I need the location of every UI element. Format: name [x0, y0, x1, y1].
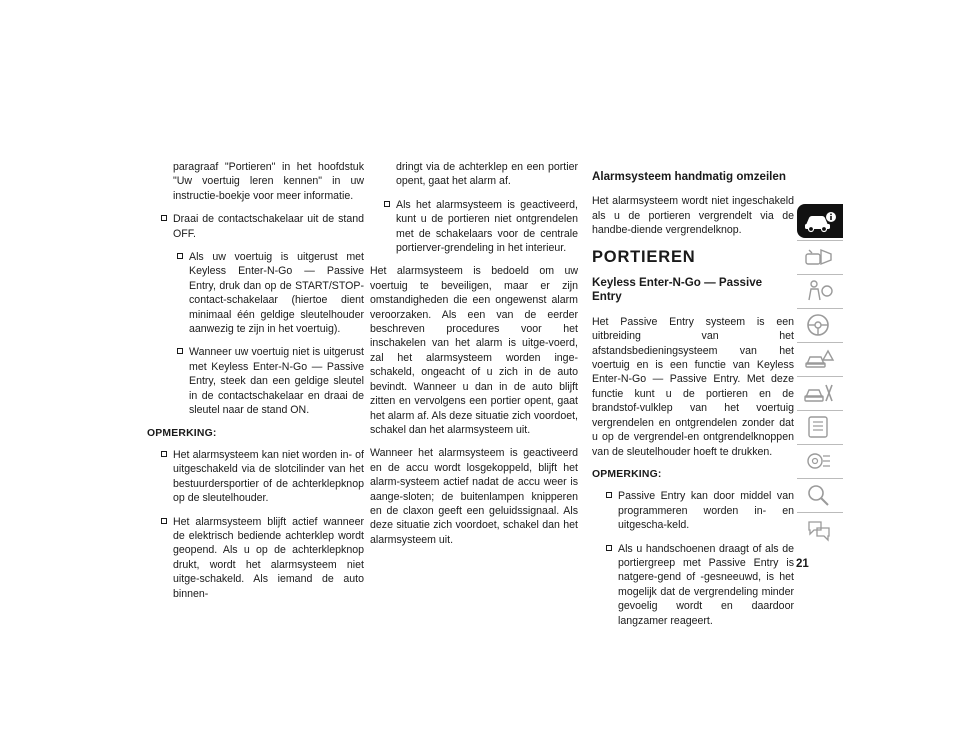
column-middle: [370, 160, 578, 556]
car-service-tools-icon: [803, 380, 835, 406]
checkbox-bullet-icon: [606, 492, 612, 498]
section-heading: Keyless Enter-N-Go — Passive Entry: [592, 276, 763, 304]
seatbelt-airbag-icon: [803, 278, 835, 304]
checkbox-bullet-icon: [606, 545, 612, 551]
paragraph: paragraaf "Portieren" in het hoofdstuk "Uw voertuig leren kennen" in uw instructie-boekje voor meer informatie.: [173, 161, 364, 202]
bullet-item: Als u handschoenen draagt of als de portiergreep met Passive Entry is natgere-gend of -gesneeuwd, is het mogelijk dat de vergrendeling minder gevoelig wordt en daardoor langzamer reageert.: [592, 542, 794, 628]
paragraph: dringt via de achterklep en een portier opent, gaat het alarm af.: [396, 161, 578, 188]
tab-warning-car[interactable]: [797, 342, 843, 374]
specifications-icon: [803, 448, 835, 474]
bullet-item: Als het alarmsysteem is geactiveerd, kunt u de portieren niet ontgrendelen met de schakelaars voor de centrale portierver-grendeling in het interieur.: [370, 198, 578, 256]
note-label: OPMERKING:: [592, 468, 662, 480]
checkbox-bullet-icon: [177, 253, 183, 259]
tab-languages[interactable]: [797, 512, 843, 544]
checkbox-bullet-icon: [177, 348, 183, 354]
sub-bullet-item: Als uw voertuig is uitgerust met Keyless Enter-N-Go — Passive Entry, druk dan op de START/STOP-contact-schakelaar (hiertoe dient minimaal één geldige sleutelhouder aanwezig te zijn in het voertuig).: [147, 250, 364, 336]
tab-specifications[interactable]: [797, 444, 843, 476]
note-label: OPMERKING:: [147, 427, 217, 439]
checkbox-bullet-icon: [161, 215, 167, 221]
tab-maintenance-list[interactable]: [797, 410, 843, 442]
paragraph: Het Passive Entry systeem is een uitbreiding van het afstandsbedieningsysteem van het voertuig en is een functie van Keyless Enter-N-Go — Passive Entry. Met deze functie kunt u de portieren en de brandstof-vulklep van het voertuig vergrendelen en ontgrendelen zonder dat u op de vergrendel-en ontgrendelknoppen van de sleutelhouder hoeft te drukken.: [592, 315, 794, 458]
bullet-item: Passive Entry kan door middel van programmeren worden in- en uitgescha-keld.: [592, 489, 794, 532]
column-right: [592, 160, 794, 637]
checkbox-bullet-icon: [384, 201, 390, 207]
checkbox-bullet-icon: [161, 518, 167, 524]
chapter-tabs: [797, 204, 843, 546]
checkbox-bullet-icon: [161, 451, 167, 457]
languages-icon: [803, 516, 835, 542]
tab-magnifier-index[interactable]: [797, 478, 843, 510]
tab-car-service-tools[interactable]: [797, 376, 843, 408]
bullet-item: Het alarmsysteem kan niet worden in- of uitgeschakeld via de slotcilinder van het bestuurdersportier of de achterklepknop op de sleutelhouder.: [147, 448, 364, 506]
paragraph: Het alarmsysteem wordt niet ingeschakeld als u de portieren vergrendelt via de handbe-diende vergrendelknop.: [592, 195, 794, 237]
maintenance-list-icon: [803, 414, 835, 440]
magnifier-index-icon: [803, 482, 835, 508]
sub-bullet-item: Wanneer uw voertuig niet is uitgerust met Keyless Enter-N-Go — Passive Entry, steek dan een geldige sleutel in de contactschakelaar en draai de sleutel naar de stand ON.: [147, 345, 364, 417]
tab-car-info[interactable]: [797, 204, 843, 238]
tab-seatbelt-airbag[interactable]: [797, 274, 843, 306]
car-info-icon: [803, 209, 837, 233]
paragraph: Het alarmsysteem is bedoeld om uw voertuig te beveiligen, maar er zijn omstandigheden die een ongewenst alarm veroorzaken. Als een van de eerder beschreven procedures voor het inschakelen van het alarm is uitge-voerd, zal het alarmsysteem worden inge-schakeld, ongeacht of u zich in de auto bevindt. Wanneer u dan in de auto blijft zitten en vervolgens een portier opent, gaat het alarm af. Als deze situatie zich voordoet, schakel dan het alarmsysteem uit.: [370, 265, 578, 436]
page-number: 21: [796, 558, 809, 570]
bullet-item: Het alarmsysteem blijft actief wanneer de elektrisch bediende achterklep wordt geopend. Als u op de achterklepknop drukt, wordt het alarmsysteem niet uitge-schakeld. Als iemand de auto binnen-: [147, 515, 364, 601]
column-left: [147, 160, 364, 610]
tab-steering-wheel[interactable]: [797, 308, 843, 340]
steering-wheel-icon: [803, 312, 835, 338]
tab-dashboard-lights[interactable]: [797, 240, 843, 272]
bullet-item: Draai de contactschakelaar uit de stand OFF.: [147, 212, 364, 241]
chapter-heading: PORTIEREN: [592, 247, 696, 266]
paragraph: Wanneer het alarmsysteem is geactiveerd en de accu wordt losgekoppeld, blijft het alarm-systeem actief nadat de accu weer is aange-sloten; de buitenlampen knipperen en de claxon geeft een geluidssignaal. Als deze situatie zich voordoet, schakel dan het alarmsysteem uit.: [370, 447, 578, 546]
dashboard-lights-icon: [803, 244, 835, 270]
section-heading: Alarmsysteem handmatig omzeilen: [592, 170, 786, 183]
warning-car-icon: [803, 346, 835, 372]
